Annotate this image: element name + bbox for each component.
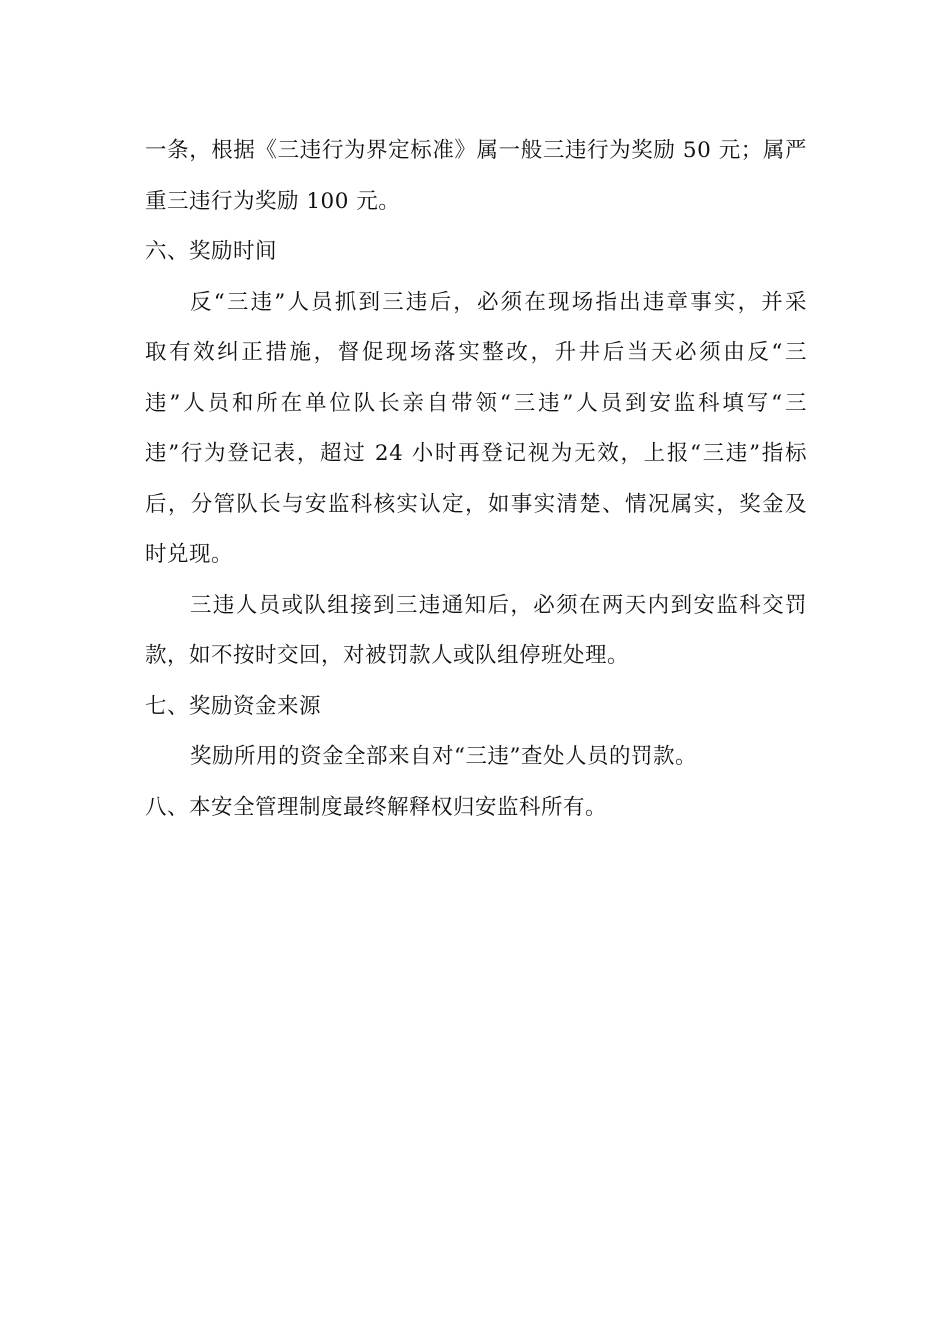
text-line: 违”人员和所在单位队长亲自带领“三违”人员到安监科填写“三 (145, 390, 807, 416)
text-line: 反“三违”人员抓到三违后，必须在现场指出违章事实，并采 (190, 289, 807, 315)
text-line: 重三违行为奖励 100 元。 (145, 188, 401, 214)
text-line: 款，如不按时交回，对被罚款人或队组停班处理。 (145, 643, 630, 668)
text-line: 违”行为登记表，超过 24 小时再登记视为无效，上报“三违”指标 (145, 441, 807, 466)
document-page (145, 126, 807, 833)
text-line: 三违人员或队组接到三违通知后，必须在两天内到安监科交罚 (190, 592, 807, 618)
text-line: 奖励所用的资金全部来自对“三违”查处人员的罚款。 (190, 744, 697, 769)
section-heading: 六、奖励时间 (145, 239, 278, 264)
text-line: 取有效纠正措施，督促现场落实整改，升井后当天必须由反“三 (145, 340, 807, 365)
text-line: 时兑现。 (145, 542, 234, 567)
section-heading: 八、本安全管理制度最终解释权归安监科所有。 (145, 794, 608, 820)
text-line: 后，分管队长与安监科核实认定，如事实清楚、情况属实，奖金及 (145, 491, 807, 517)
text-line: 一条，根据《三违行为界定标准》属一般三违行为奖励 50 元；属严 (145, 138, 807, 163)
section-heading: 七、奖励资金来源 (145, 693, 322, 719)
